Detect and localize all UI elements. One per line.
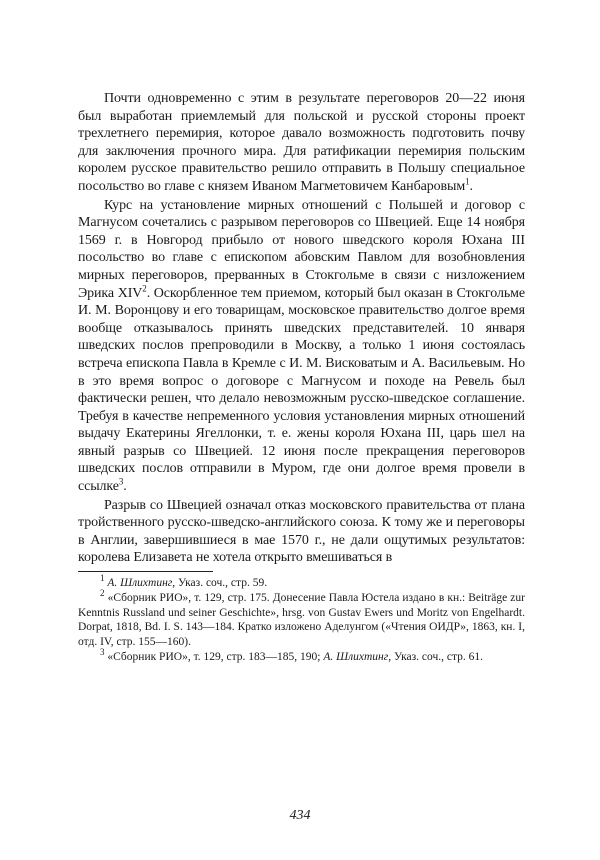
footnote-1-mark: 1 [100,573,105,584]
footnote-divider [78,571,213,572]
page-number: 434 [289,808,311,823]
paragraph-2-end: . [123,479,127,495]
footnote-ref-3[interactable]: 3 [118,476,124,487]
footnote-2 [78,588,525,650]
paragraph-1-text: Почти одновременно с этим в результате переговоров 20—22 июня был выработан приемлемый для польской и русской стороны проект трехлетнего перемирия, которое давало возможность подготовить почву для заключения прочного мира. Для ратификации перемирия польским королем русское правительство решило отправить в Польшу специальное посольство во главе с князем Иваном Магметовичем Канбаровым [78,91,525,194]
paragraph-3-text: Разрыв со Швецией означал отказ московского правительства от плана тройственного русско-шведско-английского союза. К тому же и переговоры в Англии, завершившиеся в мае 1570 г., не дали ощутимых результатов: королева Елизавета не хотела открыто вмешиваться в [78,497,525,566]
page-content [78,90,525,665]
footnote-ref-2[interactable]: 2 [142,282,147,293]
paragraph-2-tail: . Оскорбленное тем приемом, который был оказан в Стокгольме И. М. Воронцову и его товарищам, московское правительство долгое время вообще отказывалось принять шведских представителей. 10 января шведских послов препроводили в Москву, а только 1 июня состоялась встреча епископа Павла в Кремле с И. М. Висковатым и А. Васильевым. Но в это время вопрос о договоре с Магнусом и походе на Ревель был фактически решен, что делало невозможным русско-шведское соглашение. Требуя в качестве непременного условия установления мирных отношений выдачу Екатерины Ягеллонки, т. е. жены короля Юхана III, царь шел на явный разрыв со Швецией. 12 июня после прекращения переговоров шведских послов отправили в Муром, где они долгое время провели в ссылке [78,285,525,495]
footnote-1-author: А. Шлихтинг [107,577,173,590]
paragraph-2-text: Курс на установление мирных отношений с Польшей и договор с Магнусом сочетались с разрывом переговоров со Швецией. Еще 14 ноября 1569 г. в Новгород прибыло от нового шведского короля Юхана III посольство во главе с епископом абовским Павлом для возобновления мирных переговоров, прерванных в Стокгольме в связи с низложением Эрика XIV [78,197,525,301]
paragraph-2 [78,197,525,496]
footnote-1 [78,573,525,591]
paragraph-3 [78,497,525,567]
footnote-3-author: А. Шлихтинг [323,651,389,664]
footnote-3-text: «Сборник РИО», т. 129, стр. 183—185, 190; [107,651,324,664]
paragraph-1-tail: . [469,178,473,194]
main-text [78,90,525,567]
footnote-1-text: , Указ. соч., стр. 59. [172,577,268,590]
footnote-3 [78,647,525,665]
footnote-3-mark: 3 [100,647,105,658]
footnote-2-mark: 2 [100,588,105,598]
paragraph-1 [78,90,525,196]
footnote-3-rest: , Указ. соч., стр. 61. [388,651,484,664]
footnote-2-text: «Сборник РИО», т. 129, стр. 175. Донесение Павла Юстела издано в кн.: Beiträge zur Kenntnis Russland und seiner Geschichte», hrsg. von Gustav Ewers und Moritz von Engelhardt. Dorpat, 1818, Bd. I. S. 143—184. Кратко изложено Аделунгом («Чтения ОИДР», 1863, кн. I, отд. IV, стр. 155—160). [78,591,525,649]
footnotes [78,573,525,665]
footnote-ref-1[interactable]: 1 [465,176,470,187]
